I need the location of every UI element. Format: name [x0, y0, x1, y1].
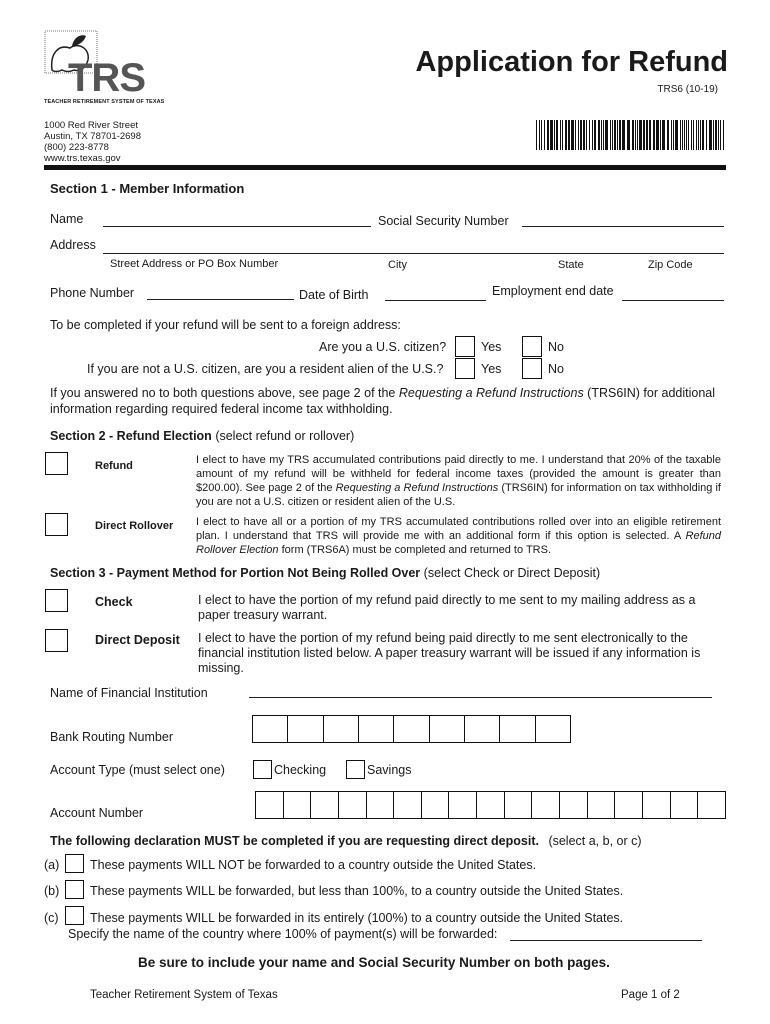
- option-c-marker: (c): [44, 911, 59, 925]
- barcode-bar: [541, 120, 542, 150]
- us-citizen-no-checkbox[interactable]: [522, 336, 542, 357]
- account-number-boxes[interactable]: [255, 791, 726, 819]
- employment-end-label: Employment end date: [492, 284, 614, 298]
- barcode-bar: [550, 120, 553, 150]
- employment-end-field[interactable]: [622, 300, 724, 301]
- barcode-bar: [653, 120, 655, 150]
- barcode-bar: [627, 120, 630, 150]
- account-type-label: Account Type (must select one): [50, 763, 225, 777]
- direct-deposit-checkbox[interactable]: [45, 629, 68, 652]
- page-title: Application for Refund: [415, 46, 728, 78]
- instructions-title: Requesting a Refund Instructions: [398, 386, 584, 400]
- barcode-bar: [598, 120, 600, 150]
- barcode-bar: [565, 120, 567, 150]
- rollover-text-part: form (TRS6A) must be completed and returned to TRS.: [278, 544, 552, 556]
- note-text: If you answered no to both questions above, see page 2 of the: [50, 386, 399, 400]
- dob-label: Date of Birth: [299, 288, 369, 302]
- check-checkbox[interactable]: [45, 589, 68, 612]
- barcode-bar: [686, 120, 687, 150]
- barcode-bar: [713, 120, 714, 150]
- trs-logo: [44, 30, 165, 108]
- refund-checkbox[interactable]: [45, 452, 68, 475]
- refund-text-part: (TRS6IN) for information on tax withholding if you are not a U.S. citizen or resident alien of the U.S.: [196, 482, 721, 508]
- phone-field[interactable]: [147, 299, 294, 300]
- barcode-bar: [632, 120, 634, 150]
- barcode-bar: [575, 120, 576, 150]
- page-number: Page 1 of 2: [621, 989, 680, 1001]
- barcode-bar: [619, 120, 621, 150]
- barcode-bar: [539, 120, 540, 150]
- barcode-bar: [544, 120, 545, 150]
- barcode-bar: [603, 120, 604, 150]
- us-citizen-question: Are you a U.S. citizen?: [319, 340, 447, 354]
- barcode-bar: [675, 120, 678, 150]
- barcode-bar: [693, 120, 694, 150]
- declaration-note: (select a, b, or c): [548, 834, 642, 848]
- section3-heading: [50, 566, 600, 580]
- dob-field[interactable]: [385, 300, 486, 301]
- option-a-marker: (a): [44, 858, 60, 872]
- barcode-bar: [643, 120, 645, 150]
- barcode-bar: [578, 120, 579, 150]
- declaration-heading: [50, 834, 642, 848]
- routing-number-boxes[interactable]: [252, 715, 571, 743]
- ssn-label: Social Security Number: [378, 214, 509, 228]
- barcode-bar: [605, 120, 608, 150]
- footer-reminder: Be sure to include your name and Social Security Number on both pages.: [138, 955, 610, 970]
- checking-checkbox[interactable]: [253, 760, 272, 779]
- barcode-bar: [547, 120, 549, 150]
- barcode-bar: [684, 120, 685, 150]
- withholding-note: [50, 386, 720, 417]
- footer-org: Teacher Retirement System of Texas: [90, 989, 278, 1001]
- ssn-field[interactable]: [522, 226, 724, 227]
- barcode-bar: [723, 120, 724, 150]
- check-label: Check: [95, 595, 133, 609]
- logo-subtitle: TEACHER RETIREMENT SYSTEM OF TEXAS: [44, 99, 165, 105]
- barcode-bar: [635, 120, 636, 150]
- city-label: City: [388, 259, 407, 271]
- barcode-bar: [554, 120, 555, 150]
- barcode-bar: [715, 120, 717, 150]
- barcode-bar: [610, 120, 611, 150]
- direct-rollover-checkbox[interactable]: [45, 513, 68, 536]
- zip-label: Zip Code: [648, 259, 693, 271]
- barcode-bar: [649, 120, 651, 150]
- barcode-bar: [667, 120, 669, 150]
- barcode-bar: [594, 120, 596, 150]
- barcode-bar: [580, 120, 582, 150]
- barcode-bar: [691, 120, 692, 150]
- option-a-text: These payments WILL NOT be forwarded to a country outside the United States.: [90, 858, 537, 872]
- barcode-bar: [680, 120, 681, 150]
- barcode-bar: [617, 120, 618, 150]
- option-c-text: These payments WILL be forwarded in its entirely (100%) to a country outside the United States.: [90, 911, 624, 925]
- resident-alien-no-checkbox[interactable]: [522, 358, 542, 379]
- check-text: I elect to have the portion of my refund paid directly to me sent to my mailing address as a paper treasury warrant.: [198, 593, 696, 622]
- barcode-bar: [646, 120, 648, 150]
- barcode-bar: [696, 120, 697, 150]
- barcode-bar: [536, 120, 537, 150]
- barcode-bar: [639, 120, 642, 150]
- barcode-bar: [601, 120, 602, 150]
- barcode-bar: [589, 120, 590, 150]
- barcode-bar: [614, 120, 616, 150]
- instructions-title: Requesting a Refund Instructions: [335, 482, 499, 494]
- declaration-title: The following declaration MUST be completed if you are requesting direct deposit.: [50, 834, 539, 848]
- routing-number-label: Bank Routing Number: [50, 730, 173, 744]
- barcode-bar: [702, 120, 704, 150]
- barcode-bar: [656, 120, 659, 150]
- checking-label: Checking: [274, 763, 327, 777]
- barcode-bar: [560, 120, 561, 150]
- state-label: State: [558, 259, 584, 271]
- rollover-text-part: I elect to have all or a portion of my TRS accumulated contributions rolled over into an eligible retirement plan. I understand that TRS will provide me with an additional form if this option is selected. A: [196, 516, 721, 542]
- barcode-bar: [662, 120, 665, 150]
- barcode-bar: [562, 120, 563, 150]
- barcode: [536, 120, 726, 150]
- barcode-bar: [698, 120, 699, 150]
- barcode-bar: [673, 120, 674, 150]
- option-b-marker: (b): [44, 884, 60, 898]
- address-line: 1000 Red River Street: [44, 120, 138, 131]
- resident-alien-question: If you are not a U.S. citizen, are you a resident alien of the U.S.?: [87, 362, 444, 376]
- option-a-checkbox[interactable]: [65, 854, 84, 873]
- barcode-bar: [571, 120, 574, 150]
- barcode-bar: [660, 120, 661, 150]
- barcode-bar: [700, 120, 701, 150]
- street-label: Street Address or PO Box Number: [110, 258, 279, 270]
- direct-deposit-text: I elect to have the portion of my refund being paid directly to me sent electronically to the financial institution listed below. A paper treasury warrant will be issued if any information is missing.: [198, 631, 701, 675]
- resident-alien-yes-label: Yes: [481, 362, 502, 376]
- note-text: (TRS6IN) for additional information regarding required federal income tax withholding.: [50, 386, 716, 416]
- section2-heading: [50, 429, 354, 443]
- refund-text: [196, 453, 721, 509]
- resident-alien-no-label: No: [548, 362, 564, 376]
- barcode-bar: [612, 120, 613, 150]
- barcode-bar: [583, 120, 585, 150]
- barcode-bar: [637, 120, 638, 150]
- address-field[interactable]: [103, 253, 724, 254]
- barcode-bar: [718, 120, 719, 150]
- direct-rollover-label: Direct Rollover: [95, 520, 174, 532]
- country-specify-label: Specify the name of the country where 100% of payment(s) will be forwarded:: [68, 927, 498, 941]
- barcode-bar: [592, 120, 593, 150]
- name-label: Name: [50, 212, 84, 226]
- section2-title: Section 2 - Refund Election: [50, 429, 212, 443]
- form-code: TRS6 (10-19): [657, 84, 718, 95]
- address-line: (800) 223-8778: [44, 142, 109, 153]
- rollover-text: [196, 515, 721, 557]
- option-b-text: These payments WILL be forwarded, but less than 100%, to a country outside the United States.: [90, 884, 624, 898]
- us-citizen-yes-label: Yes: [481, 340, 502, 354]
- financial-institution-label: Name of Financial Institution: [50, 686, 208, 700]
- barcode-bar: [682, 120, 683, 150]
- agency-address: [44, 120, 141, 164]
- barcode-bar: [688, 120, 689, 150]
- savings-checkbox[interactable]: [346, 760, 365, 779]
- barcode-bar: [556, 120, 558, 150]
- section2-note: (select refund or rollover): [215, 429, 355, 443]
- savings-label: Savings: [367, 763, 412, 777]
- direct-deposit-label: Direct Deposit: [95, 633, 180, 647]
- section3-title: Section 3 - Payment Method for Portion Not Being Rolled Over: [50, 566, 421, 580]
- header-divider: [44, 165, 726, 170]
- barcode-bar: [586, 120, 587, 150]
- financial-institution-field[interactable]: [249, 697, 712, 698]
- rollover-form-title: Refund Rollover Election: [196, 530, 721, 556]
- foreign-address-intro: To be completed if your refund will be sent to a foreign address:: [50, 318, 401, 332]
- section3-note: (select Check or Direct Deposit): [423, 566, 601, 580]
- section1-heading: Section 1 - Member Information: [50, 181, 245, 196]
- country-field[interactable]: [510, 940, 702, 941]
- option-b-checkbox[interactable]: [65, 880, 84, 899]
- barcode-bar: [568, 120, 570, 150]
- resident-alien-yes-checkbox[interactable]: [455, 358, 475, 379]
- barcode-bar: [720, 120, 721, 150]
- option-c-checkbox[interactable]: [65, 906, 84, 925]
- refund-text-part: I elect to have my TRS accumulated contributions paid directly to me. I understand that 20% of the taxable amount of my refund will be withheld for federal income taxes (provided the amount is greater than $200.00). See page 2 of the: [196, 454, 721, 494]
- address-label: Address: [50, 238, 96, 252]
- barcode-bar: [671, 120, 672, 150]
- refund-label: Refund: [95, 460, 133, 472]
- address-line: www.trs.texas.gov: [44, 153, 121, 164]
- barcode-bar: [706, 120, 707, 150]
- name-field[interactable]: [103, 226, 371, 227]
- phone-label: Phone Number: [50, 286, 135, 300]
- us-citizen-no-label: No: [548, 340, 564, 354]
- barcode-bar: [709, 120, 712, 150]
- barcode-bar: [622, 120, 625, 150]
- us-citizen-yes-checkbox[interactable]: [455, 336, 475, 357]
- logo-text: TRS: [68, 56, 145, 100]
- address-line: Austin, TX 78701-2698: [44, 131, 142, 142]
- account-number-label: Account Number: [50, 806, 144, 820]
